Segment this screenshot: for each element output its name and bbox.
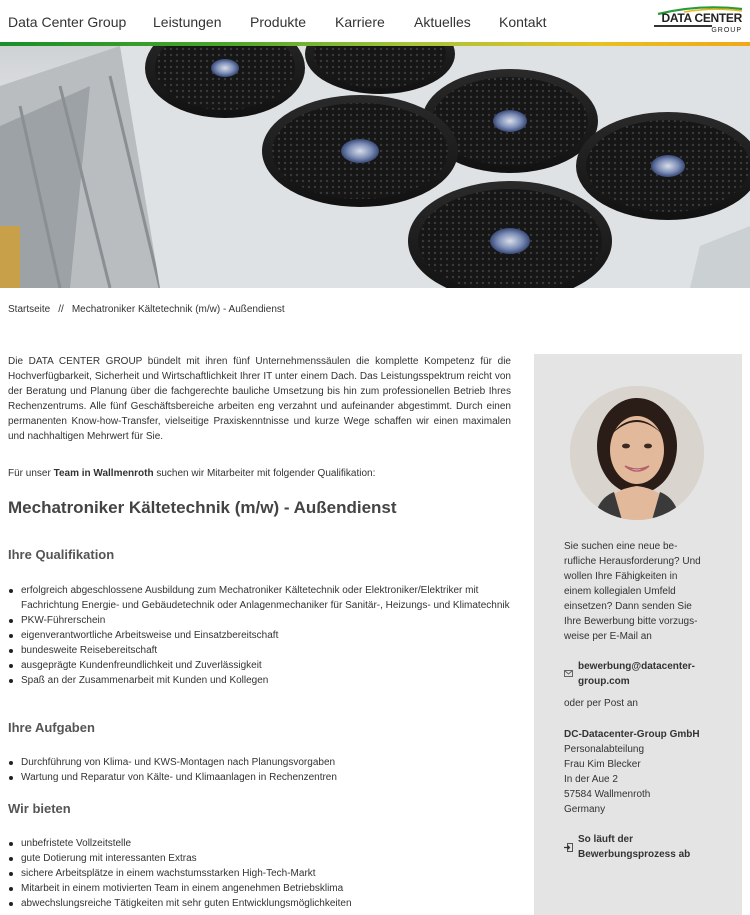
wir-bieten-list (8, 836, 511, 911)
address-line: In der Aue 2 (564, 774, 618, 785)
breadcrumb-home-link[interactable]: Startseite (8, 304, 51, 315)
nav-item-produkte[interactable]: Produkte (250, 14, 307, 30)
list-item: bundesweite Reisebereitschaft (8, 643, 511, 658)
pitch-line: Sie suchen eine neue be- (564, 541, 678, 552)
team-location: Team in Wallmenroth (53, 468, 154, 479)
qual-line-prefix: Für unser (8, 468, 54, 479)
pitch-line: rufliche Herausforderung? Und (564, 556, 701, 567)
cooling-fans-illustration (0, 46, 750, 288)
address-line: Personalabteilung (564, 744, 645, 755)
postal-address (564, 742, 734, 817)
site-header (0, 0, 750, 42)
mail-icon (564, 670, 573, 677)
nav-item-kontakt[interactable]: Kontakt (499, 14, 547, 30)
address-line: Frau Kim Blecker (564, 759, 641, 770)
breadcrumb-separator: // (58, 304, 64, 315)
company-name: DC-Datacenter-Group GmbH (564, 729, 700, 740)
section-heading-wir-bieten: Wir bieten (8, 801, 71, 816)
email-line: bewerbung@datacenter- (578, 661, 695, 672)
sidebar-pitch (564, 539, 734, 644)
breadcrumb (8, 304, 285, 315)
section-heading-aufgaben: Ihre Aufgaben (8, 720, 95, 735)
contact-sidebar (534, 354, 742, 915)
list-item: Mitarbeit in einem motivierten Team in einem angenehmen Betriebsklima (8, 881, 511, 896)
logo-text-sub: GROUP (711, 27, 742, 34)
email-line: group.com (578, 676, 630, 687)
section-heading-qualifikation: Ihre Qualifikation (8, 547, 115, 562)
nav-item-data-center-group[interactable]: Data Center Group (8, 14, 127, 30)
list-item: Spaß an der Zusammenarbeit mit Kunden und Kollegen (8, 673, 511, 688)
list-item: ausgeprägte Kundenfreundlichkeit und Zuverlässigkeit (8, 658, 511, 673)
nav-item-leistungen[interactable]: Leistungen (153, 14, 222, 30)
qual-line-suffix: suchen wir Mitarbeiter mit folgender Qualifikation: (153, 468, 376, 479)
pitch-line: einsetzen? Dann senden Sie (564, 601, 692, 612)
list-item: gute Dotierung mit interessanten Extras (8, 851, 511, 866)
nav-item-karriere[interactable]: Karriere (335, 14, 385, 30)
application-process-link[interactable] (578, 832, 748, 862)
list-item: unbefristete Vollzeitstelle (8, 836, 511, 851)
or-post-text: oder per Post an (564, 698, 638, 709)
application-email-link[interactable] (578, 659, 748, 689)
process-line: So läuft der (578, 834, 634, 845)
aufgaben-list (8, 755, 511, 785)
hero-image (0, 46, 750, 288)
fan-4 (262, 95, 458, 207)
list-item: abwechslungsreiche Tätigkeiten mit sehr guten Entwicklungsmöglichkeiten (8, 896, 511, 911)
company-logo[interactable] (654, 6, 744, 38)
person-portrait-icon (570, 386, 704, 520)
contact-avatar (570, 386, 704, 520)
pitch-line: wollen Ihre Fähigkeiten in (564, 571, 678, 582)
list-item: eigenverantwortliche Arbeitsweise und Einsatzbereitschaft (8, 628, 511, 643)
list-item: PKW-Führerschein (8, 613, 511, 628)
address-line: 57584 Wallmenroth (564, 789, 651, 800)
team-location-line (8, 468, 375, 479)
list-item: Wartung und Reparatur von Kälte- und Klimaanlagen in Rechenzentren (8, 770, 511, 785)
pitch-line: Ihre Bewerbung bitte vorzugs- (564, 616, 698, 627)
process-line: Bewerbungsprozess ab (578, 849, 691, 860)
job-posting-content (8, 354, 511, 909)
pitch-line: weise per E-Mail an (564, 631, 652, 642)
login-arrow-icon (564, 843, 573, 852)
qualifikation-list (8, 583, 511, 688)
logo-text-main: DATA CENTER (661, 11, 742, 25)
list-item: Durchführung von Klima- und KWS-Montagen nach Planungsvorgaben (8, 755, 511, 770)
address-line: Germany (564, 804, 606, 815)
breadcrumb-current: Mechatroniker Kältetechnik (m/w) - Außendienst (71, 304, 285, 315)
list-item: sichere Arbeitsplätze in einem wachstumsstarken High-Tech-Markt (8, 866, 511, 881)
job-title: Mechatroniker Kältetechnik (m/w) - Außendienst (8, 498, 397, 517)
nav-item-aktuelles[interactable]: Aktuelles (414, 14, 471, 30)
list-item: erfolgreich abgeschlossene Ausbildung zum Mechatroniker Kältetechnik oder Elektroniker/Elektriker mit Fachrichtung Energie- und Gebäudetechnik oder Anlagenmechaniker für Sanitär-, Heizungs- und Klimatechnik (8, 583, 511, 613)
company-intro-text: Die DATA CENTER GROUP bündelt mit ihren fünf Unternehmenssäulen die komplette Kompetenz für die Hochverfügbarkeit, Sicherheit und Wirtschaftlichkeit Ihrer IT unter einem Dach. Das Leistungsspektrum reicht von der Beratung und Planung über die fachgerechte bauliche Umsetzung bis hin zum professionellen Betrieb Ihres Rechenzentrums. Alle fünf Geschäftsbereiche arbeiten eng verzahnt und aufeinander abgestimmt. Durch einen permanenten Know-how-Transfer, vielseitige Praxiskenntnisse und kurze Wege schaffen wir einen maximalen und nachhaltigen Mehrwert für Sie. (8, 356, 511, 442)
pitch-line: einem kollegialen Umfeld (564, 586, 676, 597)
logo-divider (654, 25, 712, 27)
